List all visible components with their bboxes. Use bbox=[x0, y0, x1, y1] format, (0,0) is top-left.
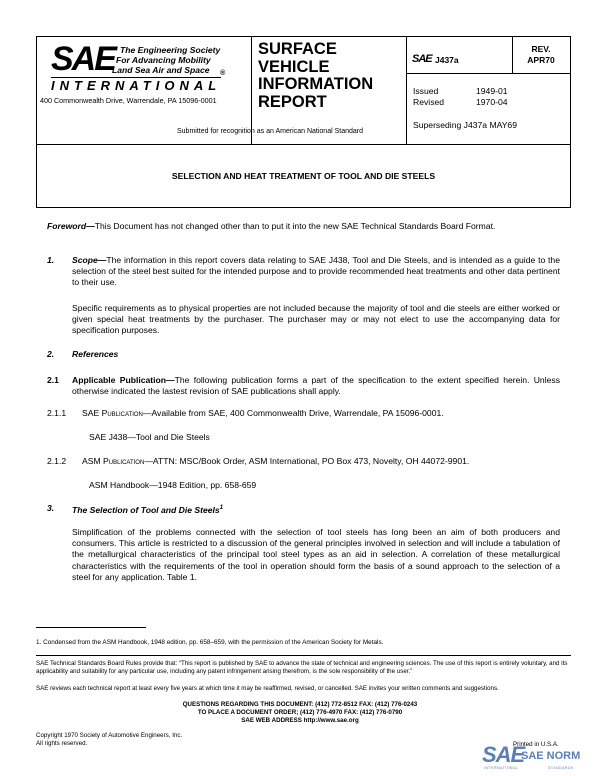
document-title: SELECTION AND HEAT TREATMENT OF TOOL AND DIE STEELS bbox=[171, 171, 436, 181]
section-1-number: 1. bbox=[47, 255, 55, 265]
address: 400 Commonwealth Drive, Warrendale, PA 15096-0001 bbox=[40, 96, 217, 105]
review-note: SAE reviews each technical report at least every five years at which time it may be reaffirmed, revised, or cancelled. SAE invites your written comments and suggestions. bbox=[36, 685, 499, 692]
header-divider-2 bbox=[406, 37, 407, 144]
tagline-3: Land Sea Air and Space bbox=[112, 65, 210, 75]
sae-norm-logo-mark: SAE bbox=[482, 742, 525, 767]
tsb-rules: SAE Technical Standards Board Rules provide that: “This report is published by SAE to advance the state of technical and engineering sciences. The use of this report is entirely voluntary, and its applicability and suitability for any particular use, including any patent infringement arising therefrom, is the sole responsibility of the user.” bbox=[36, 660, 568, 675]
sae-j438-reference: SAE J438—Tool and Die Steels bbox=[89, 432, 210, 442]
footnote-rule bbox=[36, 627, 146, 628]
revised-label: Revised bbox=[413, 97, 445, 107]
report-type-3: INFORMATION bbox=[258, 75, 374, 93]
rights-reserved: All rights reserved. bbox=[36, 740, 88, 747]
section-2-1-1-text: —Available from SAE, 400 Commonwealth Drive, Warrendale, PA 15096-0001. bbox=[142, 408, 444, 418]
questions-line: QUESTIONS REGARDING THIS DOCUMENT: (412) 772-8512 FAX: (412) 776-0243 bbox=[182, 701, 418, 708]
registered-mark: ® bbox=[220, 70, 226, 77]
superseding: Superseding J437a MAY69 bbox=[413, 120, 517, 130]
sae-logo: SAE bbox=[51, 40, 115, 78]
norm-sub-standards: STANDARDS bbox=[548, 766, 574, 770]
footnote-ref[interactable]: 1 bbox=[219, 505, 224, 511]
revised-value: 1970-04 bbox=[476, 97, 508, 107]
section-2-label: References bbox=[72, 349, 119, 359]
section-2-1-number: 2.1 bbox=[47, 375, 59, 385]
section-2-number: 2. bbox=[47, 349, 55, 359]
doc-sae-logo: SAE bbox=[412, 53, 432, 65]
header-hline bbox=[406, 73, 571, 74]
report-type-4: REPORT bbox=[258, 92, 327, 111]
section-3-heading bbox=[72, 503, 223, 516]
issued-value: 1949-01 bbox=[476, 86, 508, 96]
report-type-1: SURFACE bbox=[258, 40, 337, 58]
section-2-1-2-text: —ATTN: MSC/Book Order, ASM International, PO Box 473, Novelty, OH 44072-9901. bbox=[144, 456, 470, 466]
section-2-1-text: The following publication forms a part of the specification to the extent specified herein. Unless otherwise indicated the lastest revision of SAE publications shall apply. bbox=[72, 375, 560, 397]
tagline-2: For Advancing Mobility bbox=[116, 55, 211, 65]
section-2-1-2 bbox=[82, 456, 469, 467]
section-1-text: The information in this report covers data relating to SAE J438, Tool and Die Steels, and is intended as a guide to the selection of the steel best suited for the intended purpose and to provide recommended heat treatments and other data pertinent to their use. bbox=[72, 255, 560, 288]
foreword bbox=[47, 221, 560, 232]
section-2-1-1 bbox=[82, 408, 444, 419]
issued-label: Issued bbox=[413, 86, 439, 96]
international-text: INTERNATIONAL bbox=[51, 78, 222, 93]
order-line: TO PLACE A DOCUMENT ORDER; (412) 776-4970 FAX: (412) 776-0790 bbox=[197, 709, 403, 716]
section-2-1-1-label: SAE Publication bbox=[82, 408, 143, 418]
tagline-1: The Engineering Society bbox=[120, 45, 221, 55]
section-2-1 bbox=[72, 375, 560, 397]
section-2-1-2-label: ASM Publication bbox=[82, 456, 145, 466]
norm-sub-international: INTERNATIONAL bbox=[484, 766, 519, 770]
foreword-label: Foreword— bbox=[47, 221, 95, 231]
section-3-label: The Selection of Tool and Die Steels bbox=[72, 504, 220, 515]
footnote-1: 1. Condensed from the ASM Handbook, 1948 edition, pp. 658–659, with the permission of the American Society for Metals. bbox=[36, 639, 384, 646]
section-2-1-2-number: 2.1.2 bbox=[47, 456, 67, 466]
rev-label: REV. bbox=[531, 44, 551, 54]
recognition-note: Submitted for recognition as an American National Standard bbox=[177, 128, 363, 135]
section-1-label: Scope— bbox=[72, 255, 107, 265]
doc-number: J437a bbox=[435, 55, 459, 65]
section-2-1-label: Applicable Publication— bbox=[72, 375, 175, 385]
section-2-1-1-number: 2.1.1 bbox=[47, 408, 67, 418]
section-1-para-2: Specific requirements as to physical properties are not included because the majority of tool and die steels are either worked or given special heat treatments by the purchaser. The purchaser may or may not elect to use the accompanying data for specification purposes. bbox=[72, 303, 560, 336]
foreword-text: This Document has not changed other than to put it into the new SAE Technical Standards Board Format. bbox=[94, 221, 496, 231]
web-address-line[interactable]: SAE WEB ADDRESS http://www.sae.org bbox=[241, 717, 359, 724]
copyright: Copyright 1970 Society of Automotive Engineers, Inc. bbox=[36, 732, 183, 739]
sae-norm-text: SAE NORM bbox=[521, 750, 581, 762]
printed-in-usa: Printed in U.S.A. bbox=[513, 741, 559, 748]
section-1-scope bbox=[72, 255, 560, 289]
report-type-2: VEHICLE bbox=[258, 57, 330, 76]
footer-rule bbox=[36, 655, 571, 656]
section-3-number: 3. bbox=[47, 503, 55, 513]
asm-handbook-reference: ASM Handbook—1948 Edition, pp. 658-659 bbox=[89, 480, 257, 490]
rev-value: APR70 bbox=[527, 55, 555, 65]
section-3-text: Simplification of the problems connected with the selection of tool steels has long been an aim of both producers and consumers. This article is restricted to a discussion of the general principles involved in selection and will include a tabulation of the metallurgical characteristics of the principal tool steel types as an aid in selection. A correlation of these metallurgical characteristics with the requirements of the tool in operation should form the basis of a sound approach to the selection of a steel for any application. Table 1. bbox=[72, 527, 560, 582]
